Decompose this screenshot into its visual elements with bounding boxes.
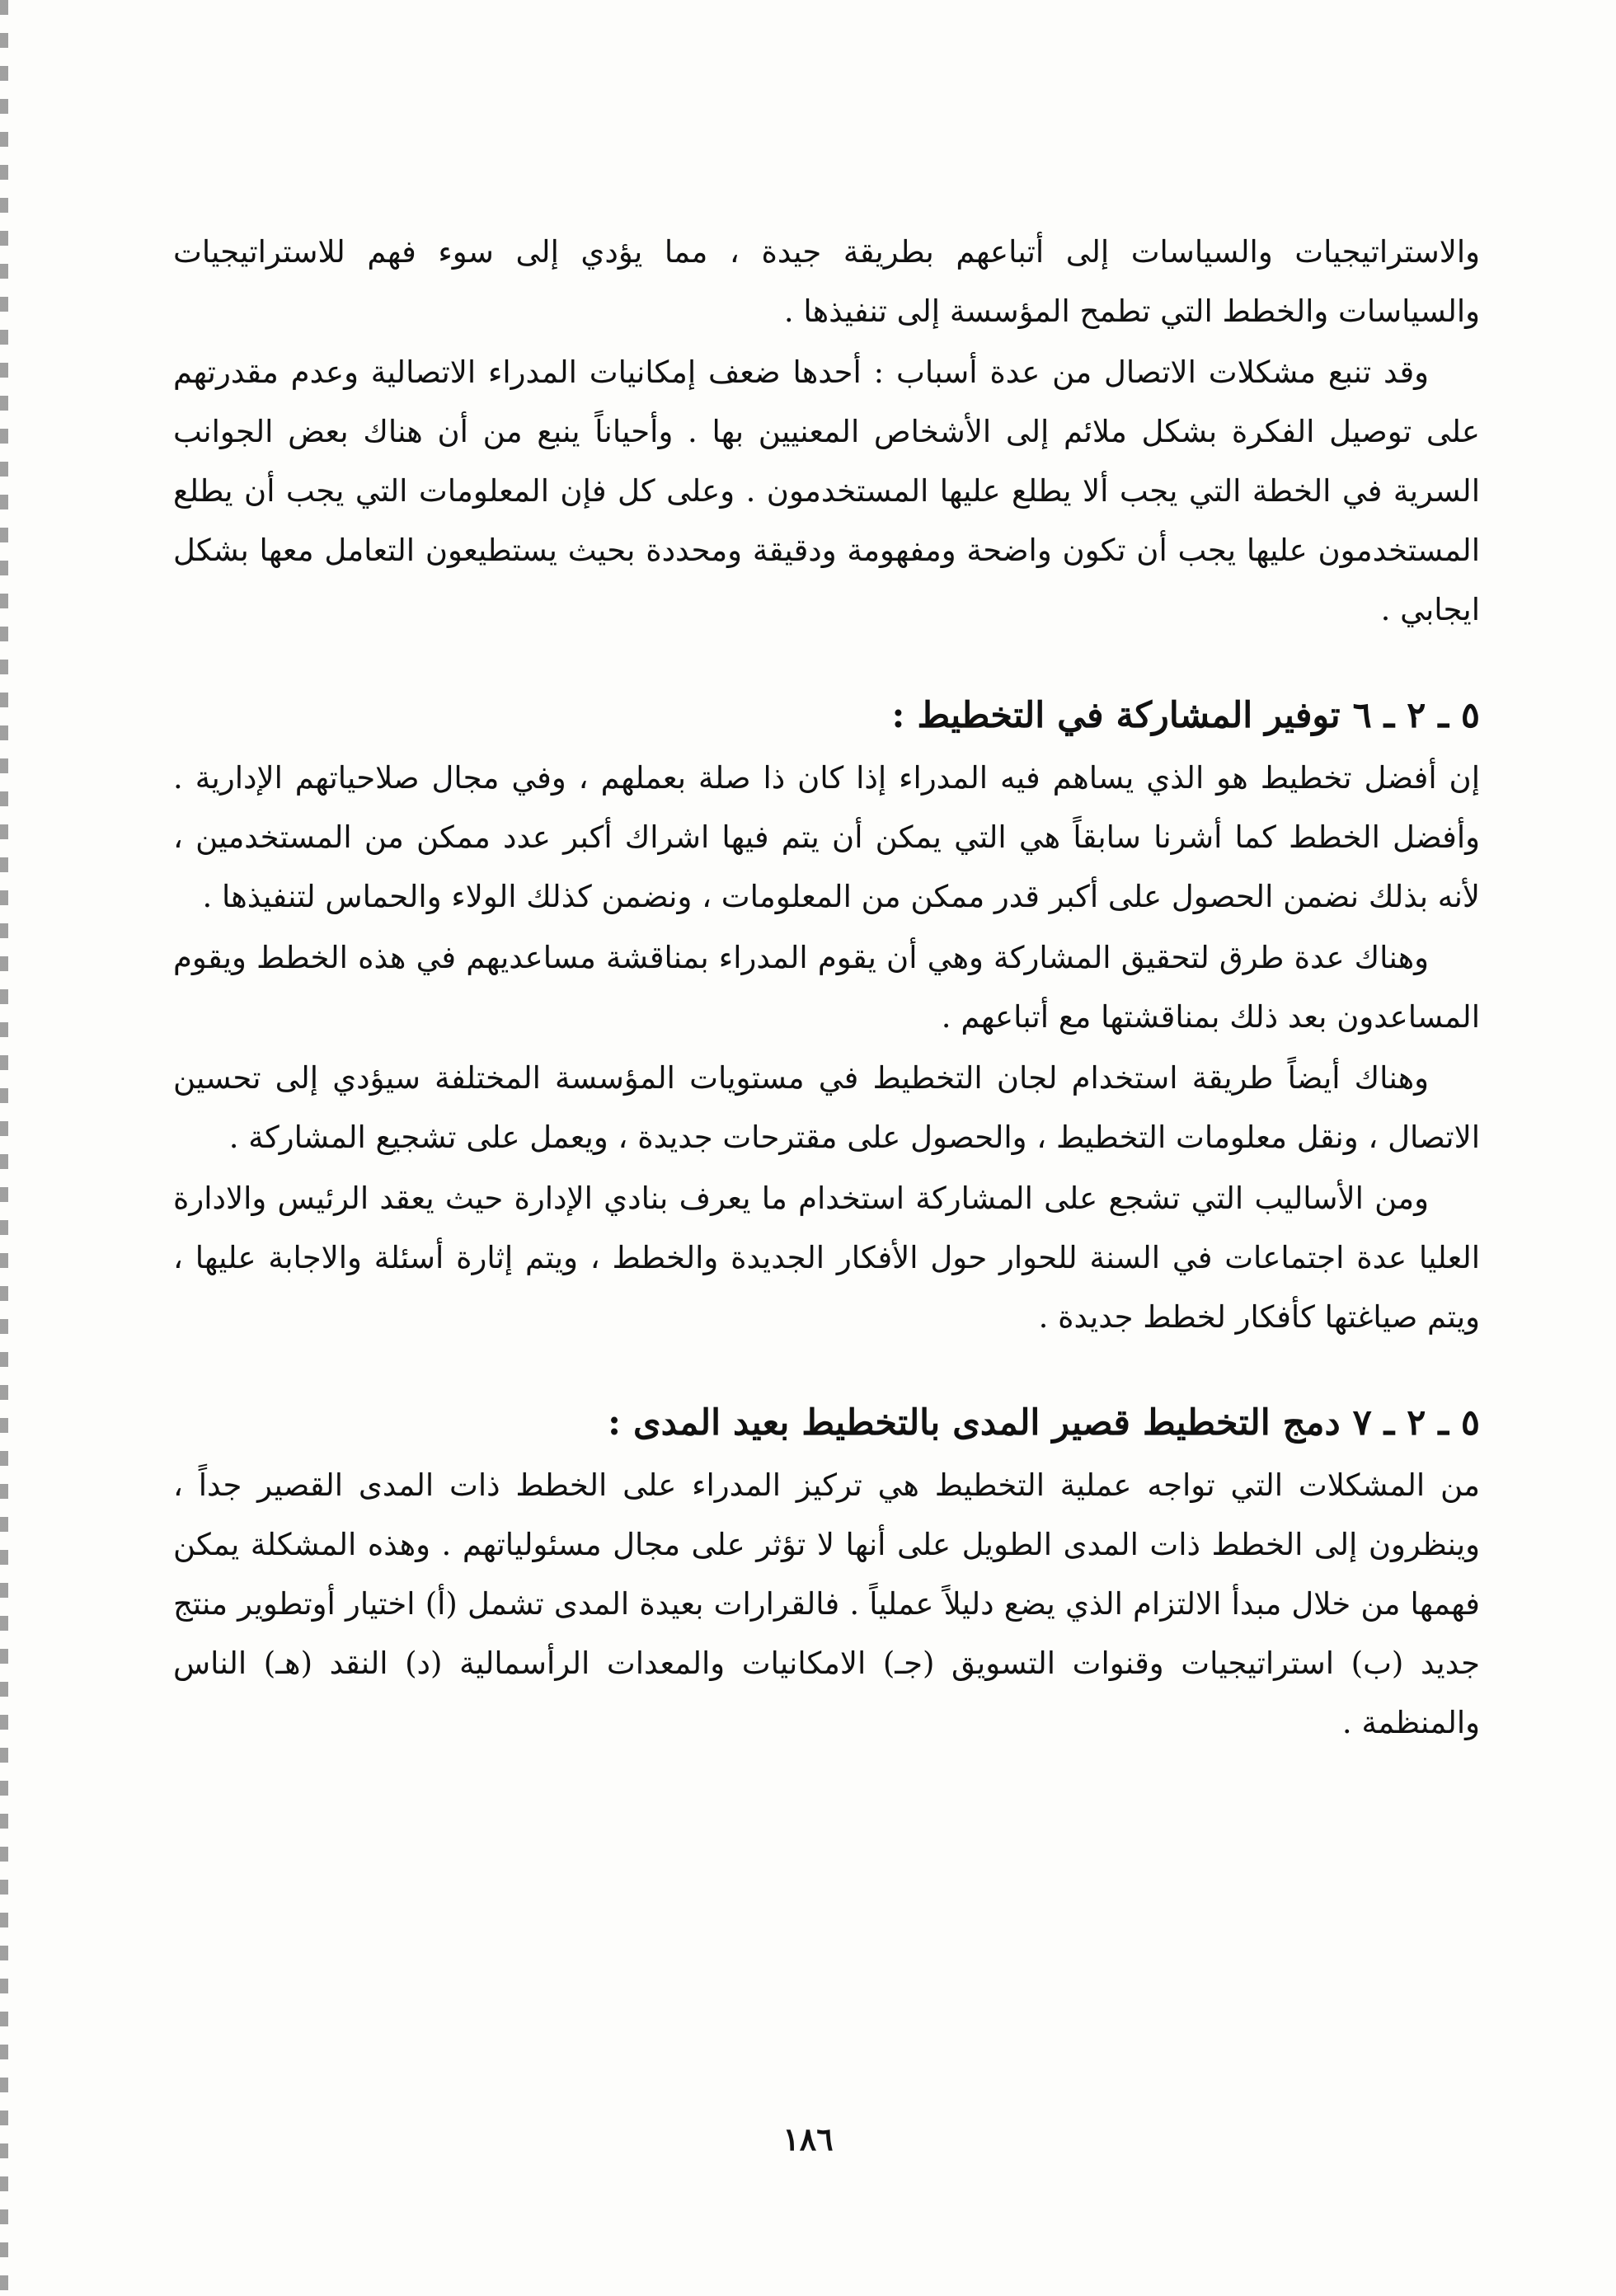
paragraph-participation-methods: وهناك عدة طرق لتحقيق المشاركة وهي أن يقوم المدراء بمناقشة مساعديهم في هذه الخطط ويقوم المساعدون بعد ذلك بمناقشتها مع أتباعهم . [173, 940, 1480, 1035]
paragraph-planning-committees: وهناك أيضاً طريقة استخدام لجان التخطيط في مستويات المؤسسة المختلفة سيؤدي إلى تحسين الاتصال ، ونقل معلومات التخطيط ، والحصول على مقترحات جديدة ، ويعمل على تشجيع المشاركة . [173, 1060, 1480, 1155]
section-heading-short-long-planning: ٥ ـ ٢ ـ ٧ دمج التخطيط قصير المدى بالتخطيط بعيد المدى : [608, 1402, 1480, 1444]
paragraph-continuation: والاستراتيجيات والسياسات إلى أتباعهم بطريقة جيدة ، مما يؤدي إلى سوء فهم للاستراتيجيات والسياسات والخطط التي تطمح المؤسسة إلى تنفيذها . [173, 234, 1480, 329]
scan-edge-mark [0, 0, 8, 2296]
page-body [173, 223, 1480, 1753]
paragraph-communication-problems: وقد تنبع مشكلات الاتصال من عدة أسباب : أحدها ضعف إمكانيات المدراء الاتصالية وعدم مقدرتهم على توصيل الفكرة بشكل ملائم إلى الأشخاص المعنيين بها . وأحياناً ينبع من أن هناك بعض الجوانب السرية في الخطة التي يجب ألا يطلع عليها المستخدمون . وعلى كل فإن المعلومات التي يجب أن يطلع المستخدمون عليها يجب أن تكون واضحة ومفهومة ودقيقة ومحددة بحيث يستطيعون التعامل معها بشكل ايجابي . [173, 354, 1480, 627]
page-number: ١٨٦ [782, 2120, 834, 2157]
paragraph-management-club: ومن الأساليب التي تشجع على المشاركة استخدام ما يعرف بنادي الإدارة حيث يعقد الرئيس والادارة العليا عدة اجتماعات في السنة للحوار حول الأفكار الجديدة والخطط ، ويتم إثارة أسئلة والاجابة عليها ، ويتم صياغتها كأفكار لخطط جديدة . [173, 1181, 1480, 1335]
paragraph-best-planning: إن أفضل تخطيط هو الذي يساهم فيه المدراء إذا كان ذا صلة بعملهم ، وفي مجال صلاحياتهم الإدارية . وأفضل الخطط كما أشرنا سابقاً هي التي يمكن أن يتم فيها اشراك أكبر عدد ممكن من المستخدمين ، لأنه بذلك نضمن الحصول على أكبر قدر ممكن من المعلومات ، ونضمن كذلك الولاء والحماس لتنفيذها . [173, 760, 1480, 914]
section-heading-participation: ٥ ـ ٢ ـ ٦ توفير المشاركة في التخطيط : [891, 695, 1480, 736]
paragraph-short-term-focus: من المشكلات التي تواجه عملية التخطيط هي تركيز المدراء على الخطط ذات المدى القصير جداً ، وينظرون إلى الخطط ذات المدى الطويل على أنها لا تؤثر على مجال مسئولياتهم . وهذه المشكلة يمكن فهمها من خلال مبدأ الالتزام الذي يضع دليلاً عملياً . فالقرارات بعيدة المدى تشمل (أ) اختيار أوتطوير منتج جديد (ب) استراتيجيات وقنوات التسويق (جـ) الامكانيات والمعدات الرأسمالية (د) النقد (هـ) الناس والمنظمة . [173, 1467, 1480, 1740]
